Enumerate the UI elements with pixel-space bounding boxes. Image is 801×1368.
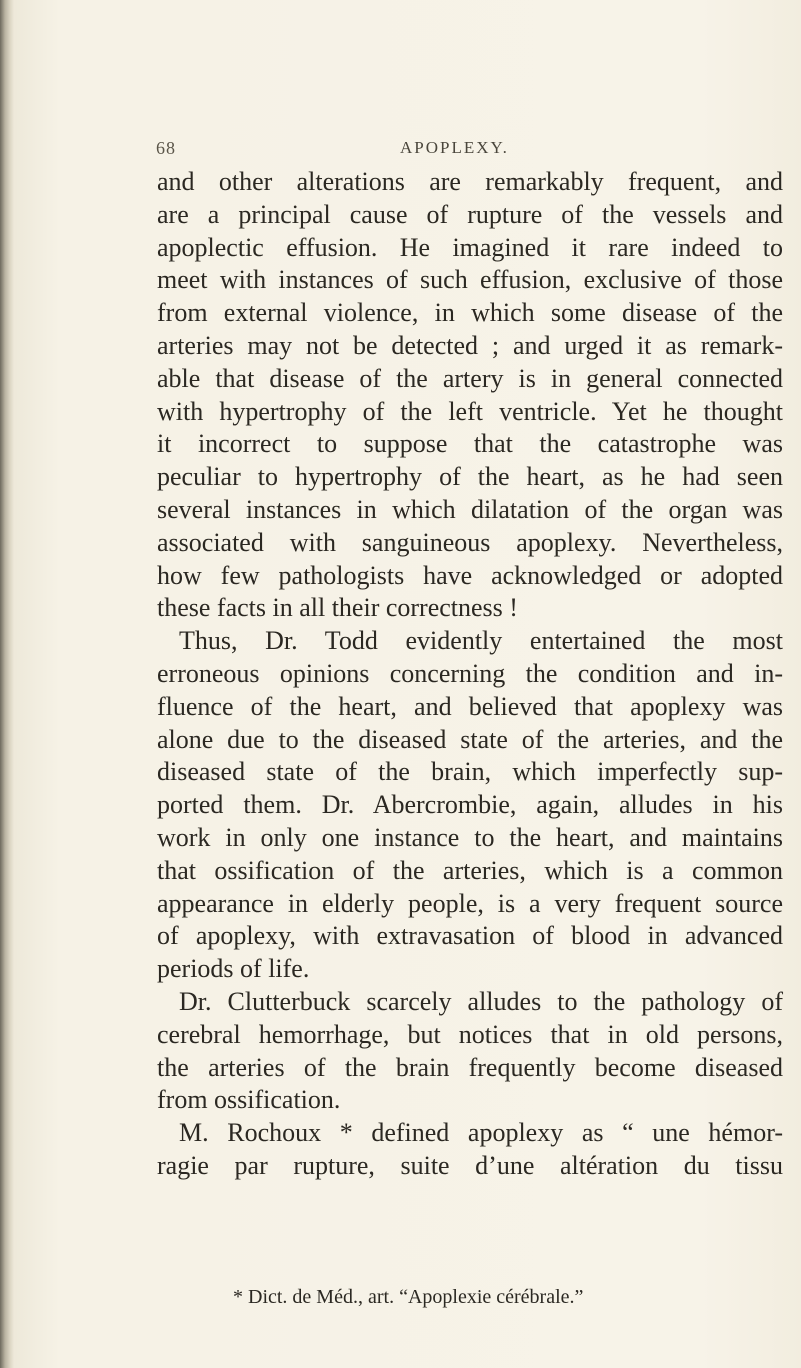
text-line: these facts in all their correctness !	[157, 593, 518, 623]
text-line: alone due to the diseased state of the arteries, and the	[157, 724, 783, 754]
text-line: and other alterations are remarkably frequent, and	[157, 167, 783, 196]
text-line: periods of life.	[157, 954, 310, 984]
text-line: apoplectic effusion. He imagined it rare indeed to	[157, 232, 783, 262]
text-line: fluence of the heart, and believed that apoplexy was	[157, 691, 783, 721]
text-line: M. Rochoux * defined apoplexy as “ une hémor-	[179, 1118, 783, 1148]
text-line: Thus, Dr. Todd evidently entertained the most	[179, 626, 783, 656]
text-line: with hypertrophy of the left ventricle. Yet he thought	[157, 396, 783, 426]
text-line: that ossification of the arteries, which is a common	[157, 855, 783, 885]
text-line: arteries may not be detected ; and urged it as remark-	[157, 330, 783, 360]
text-line: are a principal cause of rupture of the vessels and	[157, 199, 783, 229]
page-number: 68	[156, 138, 176, 158]
text-line: the arteries of the brain frequently become diseased	[157, 1052, 783, 1082]
text-line: associated with sanguineous apoplexy. Nevertheless,	[157, 527, 783, 557]
text-line: peculiar to hypertrophy of the heart, as he had seen	[157, 462, 783, 492]
text-line: appearance in elderly people, is a very frequent source	[157, 888, 783, 918]
text-line: it incorrect to suppose that the catastrophe was	[157, 429, 783, 459]
text-line: from external violence, in which some disease of the	[157, 298, 783, 328]
footnote: * Dict. de Méd., art. “Apoplexie cérébrale.”	[233, 1286, 584, 1308]
text-line: meet with instances of such effusion, exclusive of those	[157, 265, 783, 295]
running-head: APOPLEXY.	[400, 138, 509, 157]
text-line: ported them. Dr. Abercrombie, again, alludes in his	[157, 790, 783, 820]
text-line: Dr. Clutterbuck scarcely alludes to the pathology of	[179, 986, 783, 1016]
page-header	[0, 138, 801, 168]
text-line: cerebral hemorrhage, but notices that in old persons,	[157, 1019, 783, 1049]
text-line: from ossification.	[157, 1085, 341, 1115]
text-line: ragie par rupture, suite d’une altération du tissu	[157, 1150, 783, 1180]
text-line: of apoplexy, with extravasation of blood in advanced	[157, 921, 783, 951]
body-text	[157, 166, 783, 1183]
text-line: erroneous opinions concerning the condition and in-	[157, 658, 783, 688]
text-line: diseased state of the brain, which imperfectly sup-	[157, 757, 783, 787]
text-line: how few pathologists have acknowledged or adopted	[157, 560, 783, 590]
page-binding-edge	[0, 0, 14, 1368]
text-line: work in only one instance to the heart, and maintains	[157, 822, 783, 852]
text-line: several instances in which dilatation of the organ was	[157, 494, 783, 524]
text-line: able that disease of the artery is in general connected	[157, 363, 783, 393]
